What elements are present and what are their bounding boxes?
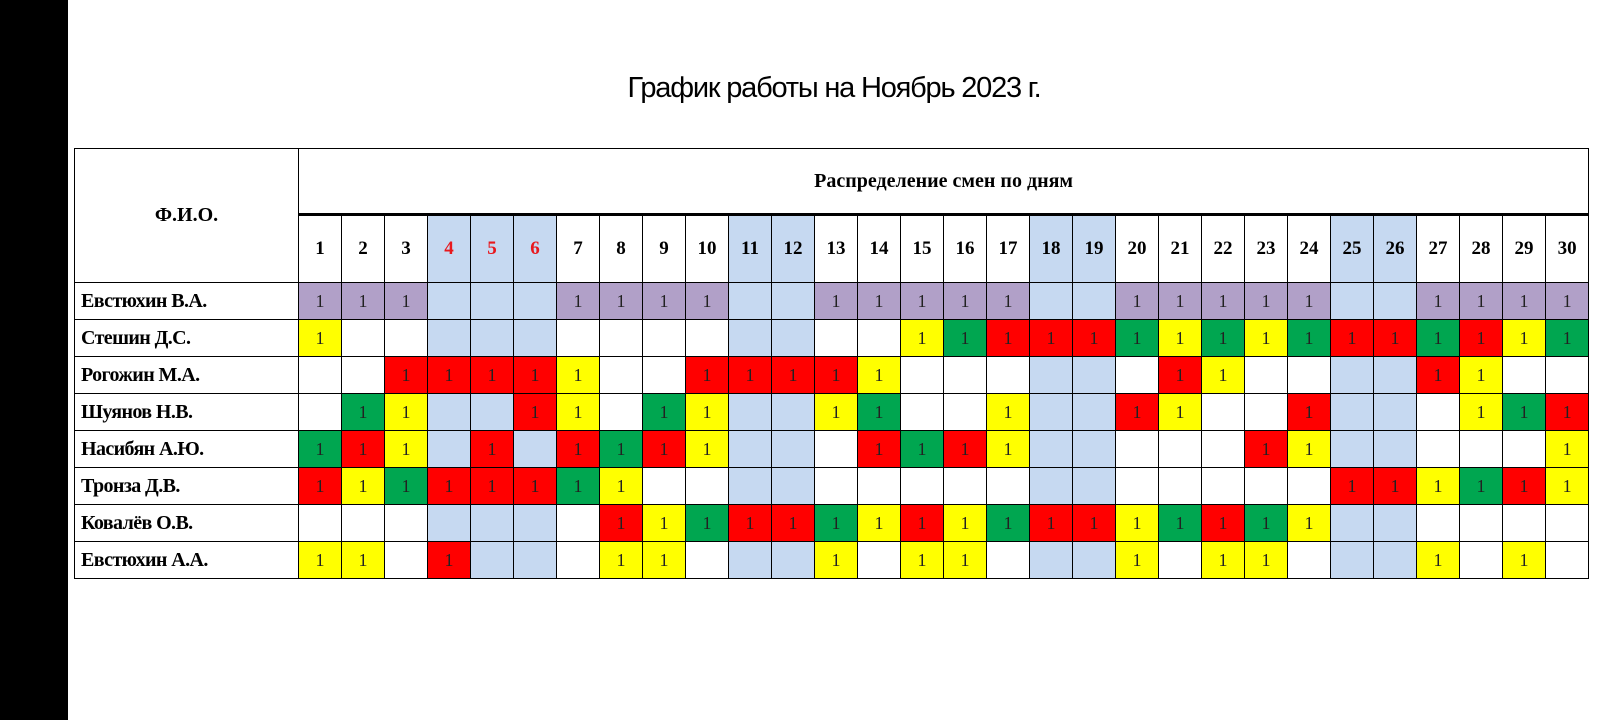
shift-cell-empty[interactable] <box>901 394 944 431</box>
shift-cell-empty[interactable] <box>385 320 428 357</box>
shift-cell-filled[interactable]: 1 <box>1460 468 1503 505</box>
shift-cell-filled[interactable]: 1 <box>1073 505 1116 542</box>
shift-cell-filled[interactable]: 1 <box>514 468 557 505</box>
shift-cell-empty[interactable] <box>987 542 1030 579</box>
shift-cell-filled[interactable]: 1 <box>1331 468 1374 505</box>
employee-row <box>75 505 1589 542</box>
employee-row <box>75 320 1589 357</box>
shift-cell-filled[interactable]: 1 <box>643 431 686 468</box>
employee-name[interactable]: Евстюхин В.А. <box>75 283 299 320</box>
shift-cell-empty[interactable] <box>729 468 772 505</box>
day-header-17: 17 <box>987 215 1030 283</box>
shift-cell-filled[interactable]: 1 <box>1245 320 1288 357</box>
shift-cell-empty[interactable] <box>1073 542 1116 579</box>
shift-cell-filled[interactable]: 1 <box>686 283 729 320</box>
shift-cell-filled[interactable]: 1 <box>643 505 686 542</box>
shift-cell-empty[interactable] <box>1374 505 1417 542</box>
shift-cell-filled[interactable]: 1 <box>643 394 686 431</box>
shift-cell-filled[interactable]: 1 <box>815 542 858 579</box>
shift-cell-empty[interactable] <box>987 357 1030 394</box>
employee-name[interactable]: Шуянов Н.В. <box>75 394 299 431</box>
shift-cell-empty[interactable] <box>428 394 471 431</box>
shift-cell-filled[interactable]: 1 <box>557 357 600 394</box>
day-header-13: 13 <box>815 215 858 283</box>
shift-cell-filled[interactable]: 1 <box>1503 542 1546 579</box>
shift-cell-filled[interactable]: 1 <box>428 542 471 579</box>
shift-cell-empty[interactable] <box>858 320 901 357</box>
shift-cell-filled[interactable]: 1 <box>815 357 858 394</box>
shift-cell-empty[interactable] <box>1331 357 1374 394</box>
shift-cell-empty[interactable] <box>428 320 471 357</box>
shift-cell-filled[interactable]: 1 <box>1245 431 1288 468</box>
shift-cell-empty[interactable] <box>299 357 342 394</box>
shift-cell-filled[interactable]: 1 <box>944 320 987 357</box>
shift-cell-filled[interactable]: 1 <box>772 357 815 394</box>
shift-cell-filled[interactable]: 1 <box>944 542 987 579</box>
shift-cell-filled[interactable]: 1 <box>858 283 901 320</box>
schedule-table <box>74 148 1589 579</box>
shift-cell-empty[interactable] <box>1546 505 1589 542</box>
shift-cell-empty[interactable] <box>1546 357 1589 394</box>
shift-cell-filled[interactable]: 1 <box>299 431 342 468</box>
shift-cell-filled[interactable]: 1 <box>944 505 987 542</box>
employee-row <box>75 357 1589 394</box>
shift-cell-empty[interactable] <box>1331 283 1374 320</box>
shift-cell-empty[interactable] <box>1288 357 1331 394</box>
shift-cell-filled[interactable]: 1 <box>686 431 729 468</box>
shift-cell-empty[interactable] <box>1030 357 1073 394</box>
shift-cell-filled[interactable]: 1 <box>1030 320 1073 357</box>
shift-cell-empty[interactable] <box>1030 394 1073 431</box>
employee-name[interactable]: Стешин Д.С. <box>75 320 299 357</box>
shift-cell-filled[interactable]: 1 <box>1159 394 1202 431</box>
shift-cell-filled[interactable]: 1 <box>1546 431 1589 468</box>
shift-cell-empty[interactable] <box>1288 468 1331 505</box>
day-header-27: 27 <box>1417 215 1460 283</box>
shift-cell-filled[interactable]: 1 <box>342 431 385 468</box>
shift-cell-filled[interactable]: 1 <box>729 505 772 542</box>
shift-cell-empty[interactable] <box>600 394 643 431</box>
shift-cell-filled[interactable]: 1 <box>514 394 557 431</box>
shift-cell-empty[interactable] <box>643 320 686 357</box>
shift-cell-empty[interactable] <box>1159 542 1202 579</box>
shift-cell-filled[interactable]: 1 <box>557 468 600 505</box>
shift-cell-filled[interactable]: 1 <box>385 357 428 394</box>
shift-cell-filled[interactable]: 1 <box>1417 542 1460 579</box>
shift-cell-empty[interactable] <box>1331 542 1374 579</box>
shift-cell-filled[interactable]: 1 <box>385 394 428 431</box>
shift-cell-filled[interactable]: 1 <box>557 431 600 468</box>
employee-name[interactable]: Ковалёв О.В. <box>75 505 299 542</box>
shift-cell-filled[interactable]: 1 <box>600 542 643 579</box>
shift-cell-empty[interactable] <box>815 431 858 468</box>
day-header-15: 15 <box>901 215 944 283</box>
shift-cell-filled[interactable]: 1 <box>1460 320 1503 357</box>
shift-cell-empty[interactable] <box>1073 394 1116 431</box>
page-title: График работы на Ноябрь 2023 г. <box>627 72 1041 104</box>
shift-cell-empty[interactable] <box>1331 394 1374 431</box>
shift-cell-empty[interactable] <box>1159 431 1202 468</box>
shift-cell-filled[interactable]: 1 <box>1116 505 1159 542</box>
shift-cell-empty[interactable] <box>557 542 600 579</box>
shift-cell-empty[interactable] <box>772 468 815 505</box>
shift-cell-filled[interactable]: 1 <box>342 283 385 320</box>
shift-cell-filled[interactable]: 1 <box>342 542 385 579</box>
shift-cell-empty[interactable] <box>1417 431 1460 468</box>
header-row <box>75 149 1589 215</box>
shift-cell-filled[interactable]: 1 <box>901 505 944 542</box>
day-header-29: 29 <box>1503 215 1546 283</box>
shift-cell-filled[interactable]: 1 <box>729 357 772 394</box>
shift-cell-empty[interactable] <box>772 394 815 431</box>
shift-cell-filled[interactable]: 1 <box>944 283 987 320</box>
shift-cell-filled[interactable]: 1 <box>815 283 858 320</box>
shift-cell-empty[interactable] <box>1245 468 1288 505</box>
shift-cell-empty[interactable] <box>299 394 342 431</box>
shift-cell-empty[interactable] <box>1073 468 1116 505</box>
shift-cell-filled[interactable]: 1 <box>643 283 686 320</box>
shift-cell-empty[interactable] <box>471 283 514 320</box>
shift-cell-filled[interactable]: 1 <box>987 394 1030 431</box>
shift-cell-filled[interactable]: 1 <box>1288 431 1331 468</box>
day-header-10: 10 <box>686 215 729 283</box>
shift-cell-empty[interactable] <box>342 357 385 394</box>
shift-cell-filled[interactable]: 1 <box>1503 394 1546 431</box>
shift-cell-empty[interactable] <box>858 468 901 505</box>
shift-cell-empty[interactable] <box>600 320 643 357</box>
shift-cell-empty[interactable] <box>729 542 772 579</box>
shift-cell-filled[interactable]: 1 <box>557 394 600 431</box>
day-header-19: 19 <box>1073 215 1116 283</box>
employee-row <box>75 394 1589 431</box>
shift-cell-empty[interactable] <box>944 394 987 431</box>
shift-cell-empty[interactable] <box>1288 542 1331 579</box>
shift-cell-filled[interactable]: 1 <box>1417 357 1460 394</box>
shift-cell-filled[interactable]: 1 <box>858 357 901 394</box>
days-row <box>75 215 1589 283</box>
shift-cell-filled[interactable]: 1 <box>987 505 1030 542</box>
shift-cell-empty[interactable] <box>299 505 342 542</box>
shift-cell-filled[interactable]: 1 <box>944 431 987 468</box>
shift-cell-empty[interactable] <box>342 505 385 542</box>
shift-cell-filled[interactable]: 1 <box>1503 283 1546 320</box>
shift-cell-empty[interactable] <box>557 505 600 542</box>
shift-cell-empty[interactable] <box>428 283 471 320</box>
shift-cell-filled[interactable]: 1 <box>1202 357 1245 394</box>
shift-cell-empty[interactable] <box>1116 431 1159 468</box>
shift-cell-filled[interactable]: 1 <box>428 468 471 505</box>
shift-cell-filled[interactable]: 1 <box>600 283 643 320</box>
shift-cell-empty[interactable] <box>1374 394 1417 431</box>
shift-cell-filled[interactable]: 1 <box>600 505 643 542</box>
shift-cell-empty[interactable] <box>729 394 772 431</box>
shift-cell-filled[interactable]: 1 <box>1116 320 1159 357</box>
shift-cell-empty[interactable] <box>1116 468 1159 505</box>
day-header-3: 3 <box>385 215 428 283</box>
shift-cell-filled[interactable]: 1 <box>1159 283 1202 320</box>
day-header-24: 24 <box>1288 215 1331 283</box>
shift-cell-filled[interactable]: 1 <box>1460 394 1503 431</box>
shift-cell-filled[interactable]: 1 <box>1417 283 1460 320</box>
day-header-1: 1 <box>299 215 342 283</box>
shift-cell-filled[interactable]: 1 <box>1546 394 1589 431</box>
shift-cell-empty[interactable] <box>1245 357 1288 394</box>
shift-cell-filled[interactable]: 1 <box>600 431 643 468</box>
shift-cell-empty[interactable] <box>1202 431 1245 468</box>
shift-cell-filled[interactable]: 1 <box>428 357 471 394</box>
day-header-2: 2 <box>342 215 385 283</box>
shift-cell-empty[interactable] <box>1503 505 1546 542</box>
shift-cell-empty[interactable] <box>944 468 987 505</box>
shift-cell-empty[interactable] <box>1374 283 1417 320</box>
day-header-9: 9 <box>643 215 686 283</box>
shift-cell-filled[interactable]: 1 <box>1116 542 1159 579</box>
day-header-26: 26 <box>1374 215 1417 283</box>
shift-cell-filled[interactable]: 1 <box>1159 320 1202 357</box>
shift-cell-empty[interactable] <box>1331 505 1374 542</box>
day-header-4: 4 <box>428 215 471 283</box>
shift-cell-empty[interactable] <box>1460 542 1503 579</box>
day-header-30: 30 <box>1546 215 1589 283</box>
shift-cell-filled[interactable]: 1 <box>385 431 428 468</box>
shift-cell-filled[interactable]: 1 <box>1202 320 1245 357</box>
shift-cell-filled[interactable]: 1 <box>1030 505 1073 542</box>
shift-cell-empty[interactable] <box>1374 431 1417 468</box>
day-header-25: 25 <box>1331 215 1374 283</box>
shift-cell-empty[interactable] <box>987 468 1030 505</box>
shift-cell-empty[interactable] <box>1331 431 1374 468</box>
shift-cell-filled[interactable]: 1 <box>299 542 342 579</box>
shift-cell-filled[interactable]: 1 <box>1288 505 1331 542</box>
shift-cell-filled[interactable]: 1 <box>1159 357 1202 394</box>
fio-header: Ф.И.О. <box>75 149 299 283</box>
shift-cell-empty[interactable] <box>901 468 944 505</box>
shift-cell-empty[interactable] <box>471 542 514 579</box>
shift-cell-empty[interactable] <box>901 357 944 394</box>
shift-cell-filled[interactable]: 1 <box>1417 468 1460 505</box>
shift-cell-empty[interactable] <box>1073 431 1116 468</box>
shift-cell-empty[interactable] <box>514 283 557 320</box>
shift-cell-filled[interactable]: 1 <box>1374 320 1417 357</box>
employee-row <box>75 283 1589 320</box>
shift-cell-empty[interactable] <box>772 320 815 357</box>
shift-cell-filled[interactable]: 1 <box>299 283 342 320</box>
shift-cell-filled[interactable]: 1 <box>1546 320 1589 357</box>
shift-cell-filled[interactable]: 1 <box>1288 283 1331 320</box>
shift-cell-empty[interactable] <box>1202 394 1245 431</box>
shift-cell-filled[interactable]: 1 <box>1202 542 1245 579</box>
shift-cell-filled[interactable]: 1 <box>686 505 729 542</box>
shift-cell-filled[interactable]: 1 <box>1116 283 1159 320</box>
day-header-11: 11 <box>729 215 772 283</box>
shift-cell-empty[interactable] <box>729 431 772 468</box>
shift-cell-empty[interactable] <box>1417 505 1460 542</box>
employee-name[interactable]: Евстюхин А.А. <box>75 542 299 579</box>
shift-cell-filled[interactable]: 1 <box>471 431 514 468</box>
day-header-22: 22 <box>1202 215 1245 283</box>
spreadsheet-page <box>68 0 1600 720</box>
shift-cell-filled[interactable]: 1 <box>858 394 901 431</box>
shift-cell-filled[interactable]: 1 <box>299 468 342 505</box>
shift-cell-empty[interactable] <box>514 542 557 579</box>
shift-cell-empty[interactable] <box>471 505 514 542</box>
shift-cell-filled[interactable]: 1 <box>987 283 1030 320</box>
shift-cell-filled[interactable]: 1 <box>299 320 342 357</box>
shift-cell-filled[interactable]: 1 <box>686 394 729 431</box>
shift-cell-empty[interactable] <box>514 431 557 468</box>
shift-cell-empty[interactable] <box>385 505 428 542</box>
day-header-23: 23 <box>1245 215 1288 283</box>
day-header-8: 8 <box>600 215 643 283</box>
employee-name[interactable]: Тронза Д.В. <box>75 468 299 505</box>
shift-cell-empty[interactable] <box>944 357 987 394</box>
shift-cell-filled[interactable]: 1 <box>385 468 428 505</box>
shift-cell-empty[interactable] <box>1417 394 1460 431</box>
shift-cell-empty[interactable] <box>772 431 815 468</box>
shift-cell-filled[interactable]: 1 <box>557 283 600 320</box>
shift-cell-filled[interactable]: 1 <box>471 357 514 394</box>
shift-cell-filled[interactable]: 1 <box>342 394 385 431</box>
shift-cell-filled[interactable]: 1 <box>600 468 643 505</box>
shift-cell-empty[interactable] <box>342 320 385 357</box>
day-header-21: 21 <box>1159 215 1202 283</box>
shift-cell-filled[interactable]: 1 <box>1374 468 1417 505</box>
shift-cell-filled[interactable]: 1 <box>1116 394 1159 431</box>
shift-cell-empty[interactable] <box>1503 431 1546 468</box>
shift-cell-filled[interactable]: 1 <box>901 431 944 468</box>
shift-cell-empty[interactable] <box>1374 542 1417 579</box>
shift-cell-empty[interactable] <box>1116 357 1159 394</box>
day-header-14: 14 <box>858 215 901 283</box>
shift-cell-filled[interactable]: 1 <box>471 468 514 505</box>
shift-cell-filled[interactable]: 1 <box>987 431 1030 468</box>
shift-cell-empty[interactable] <box>428 431 471 468</box>
shift-cell-filled[interactable]: 1 <box>1245 505 1288 542</box>
day-header-6: 6 <box>514 215 557 283</box>
day-header-28: 28 <box>1460 215 1503 283</box>
shift-cell-empty[interactable] <box>1030 431 1073 468</box>
shift-cell-empty[interactable] <box>471 320 514 357</box>
shift-cell-filled[interactable]: 1 <box>1546 283 1589 320</box>
shift-cell-filled[interactable]: 1 <box>1245 283 1288 320</box>
shift-cell-empty[interactable] <box>1460 505 1503 542</box>
shift-cell-empty[interactable] <box>1503 357 1546 394</box>
shift-cell-empty[interactable] <box>1546 542 1589 579</box>
shift-cell-empty[interactable] <box>858 542 901 579</box>
shift-cell-filled[interactable]: 1 <box>1460 357 1503 394</box>
shift-cell-filled[interactable]: 1 <box>342 468 385 505</box>
shift-cell-empty[interactable] <box>471 394 514 431</box>
employee-name[interactable]: Рогожин М.А. <box>75 357 299 394</box>
shift-cell-filled[interactable]: 1 <box>901 283 944 320</box>
shift-cell-filled[interactable]: 1 <box>858 505 901 542</box>
shift-cell-filled[interactable]: 1 <box>1417 320 1460 357</box>
shift-cell-empty[interactable] <box>1073 357 1116 394</box>
day-header-5: 5 <box>471 215 514 283</box>
shift-cell-empty[interactable] <box>643 357 686 394</box>
shift-cell-filled[interactable]: 1 <box>772 505 815 542</box>
shift-cell-empty[interactable] <box>514 505 557 542</box>
shift-cell-filled[interactable]: 1 <box>1503 320 1546 357</box>
shift-cell-empty[interactable] <box>1030 542 1073 579</box>
shift-cell-filled[interactable]: 1 <box>1460 283 1503 320</box>
shift-cell-filled[interactable]: 1 <box>858 431 901 468</box>
shift-cell-filled[interactable]: 1 <box>686 357 729 394</box>
shift-cell-filled[interactable]: 1 <box>1073 320 1116 357</box>
shift-cell-empty[interactable] <box>772 542 815 579</box>
shift-cell-empty[interactable] <box>729 320 772 357</box>
shift-cell-empty[interactable] <box>686 542 729 579</box>
shift-cell-empty[interactable] <box>1245 394 1288 431</box>
shift-cell-filled[interactable]: 1 <box>1245 542 1288 579</box>
shift-cell-empty[interactable] <box>514 320 557 357</box>
shift-cell-empty[interactable] <box>428 505 471 542</box>
shift-cell-empty[interactable] <box>686 468 729 505</box>
shift-cell-filled[interactable]: 1 <box>901 320 944 357</box>
shift-cell-filled[interactable]: 1 <box>1503 468 1546 505</box>
shift-cell-empty[interactable] <box>1030 283 1073 320</box>
shift-cell-filled[interactable]: 1 <box>1202 505 1245 542</box>
employee-row <box>75 542 1589 579</box>
shift-cell-empty[interactable] <box>1073 283 1116 320</box>
day-header-12: 12 <box>772 215 815 283</box>
shift-cell-filled[interactable]: 1 <box>1288 394 1331 431</box>
shift-cell-empty[interactable] <box>686 320 729 357</box>
shift-cell-empty[interactable] <box>1159 468 1202 505</box>
distribution-header: Распределение смен по дням <box>299 149 1589 215</box>
shift-cell-empty[interactable] <box>772 283 815 320</box>
shift-cell-filled[interactable]: 1 <box>385 283 428 320</box>
shift-cell-filled[interactable]: 1 <box>1202 283 1245 320</box>
shift-cell-filled[interactable]: 1 <box>643 542 686 579</box>
shift-cell-empty[interactable] <box>815 320 858 357</box>
shift-cell-empty[interactable] <box>557 320 600 357</box>
shift-cell-empty[interactable] <box>729 283 772 320</box>
day-header-7: 7 <box>557 215 600 283</box>
day-header-18: 18 <box>1030 215 1073 283</box>
shift-cell-filled[interactable]: 1 <box>815 505 858 542</box>
shift-cell-empty[interactable] <box>643 468 686 505</box>
shift-cell-filled[interactable]: 1 <box>901 542 944 579</box>
shift-cell-filled[interactable]: 1 <box>1159 505 1202 542</box>
shift-cell-empty[interactable] <box>600 357 643 394</box>
shift-cell-empty[interactable] <box>815 468 858 505</box>
shift-cell-filled[interactable]: 1 <box>514 357 557 394</box>
employee-name[interactable]: Насибян А.Ю. <box>75 431 299 468</box>
employee-row <box>75 468 1589 505</box>
shift-cell-empty[interactable] <box>1030 468 1073 505</box>
shift-cell-empty[interactable] <box>1202 468 1245 505</box>
employee-row <box>75 431 1589 468</box>
day-header-20: 20 <box>1116 215 1159 283</box>
day-header-16: 16 <box>944 215 987 283</box>
shift-cell-filled[interactable]: 1 <box>987 320 1030 357</box>
shift-cell-empty[interactable] <box>385 542 428 579</box>
shift-cell-filled[interactable]: 1 <box>1546 468 1589 505</box>
shift-cell-filled[interactable]: 1 <box>1288 320 1331 357</box>
shift-cell-empty[interactable] <box>1460 431 1503 468</box>
shift-cell-filled[interactable]: 1 <box>1331 320 1374 357</box>
shift-cell-filled[interactable]: 1 <box>815 394 858 431</box>
shift-cell-empty[interactable] <box>1374 357 1417 394</box>
